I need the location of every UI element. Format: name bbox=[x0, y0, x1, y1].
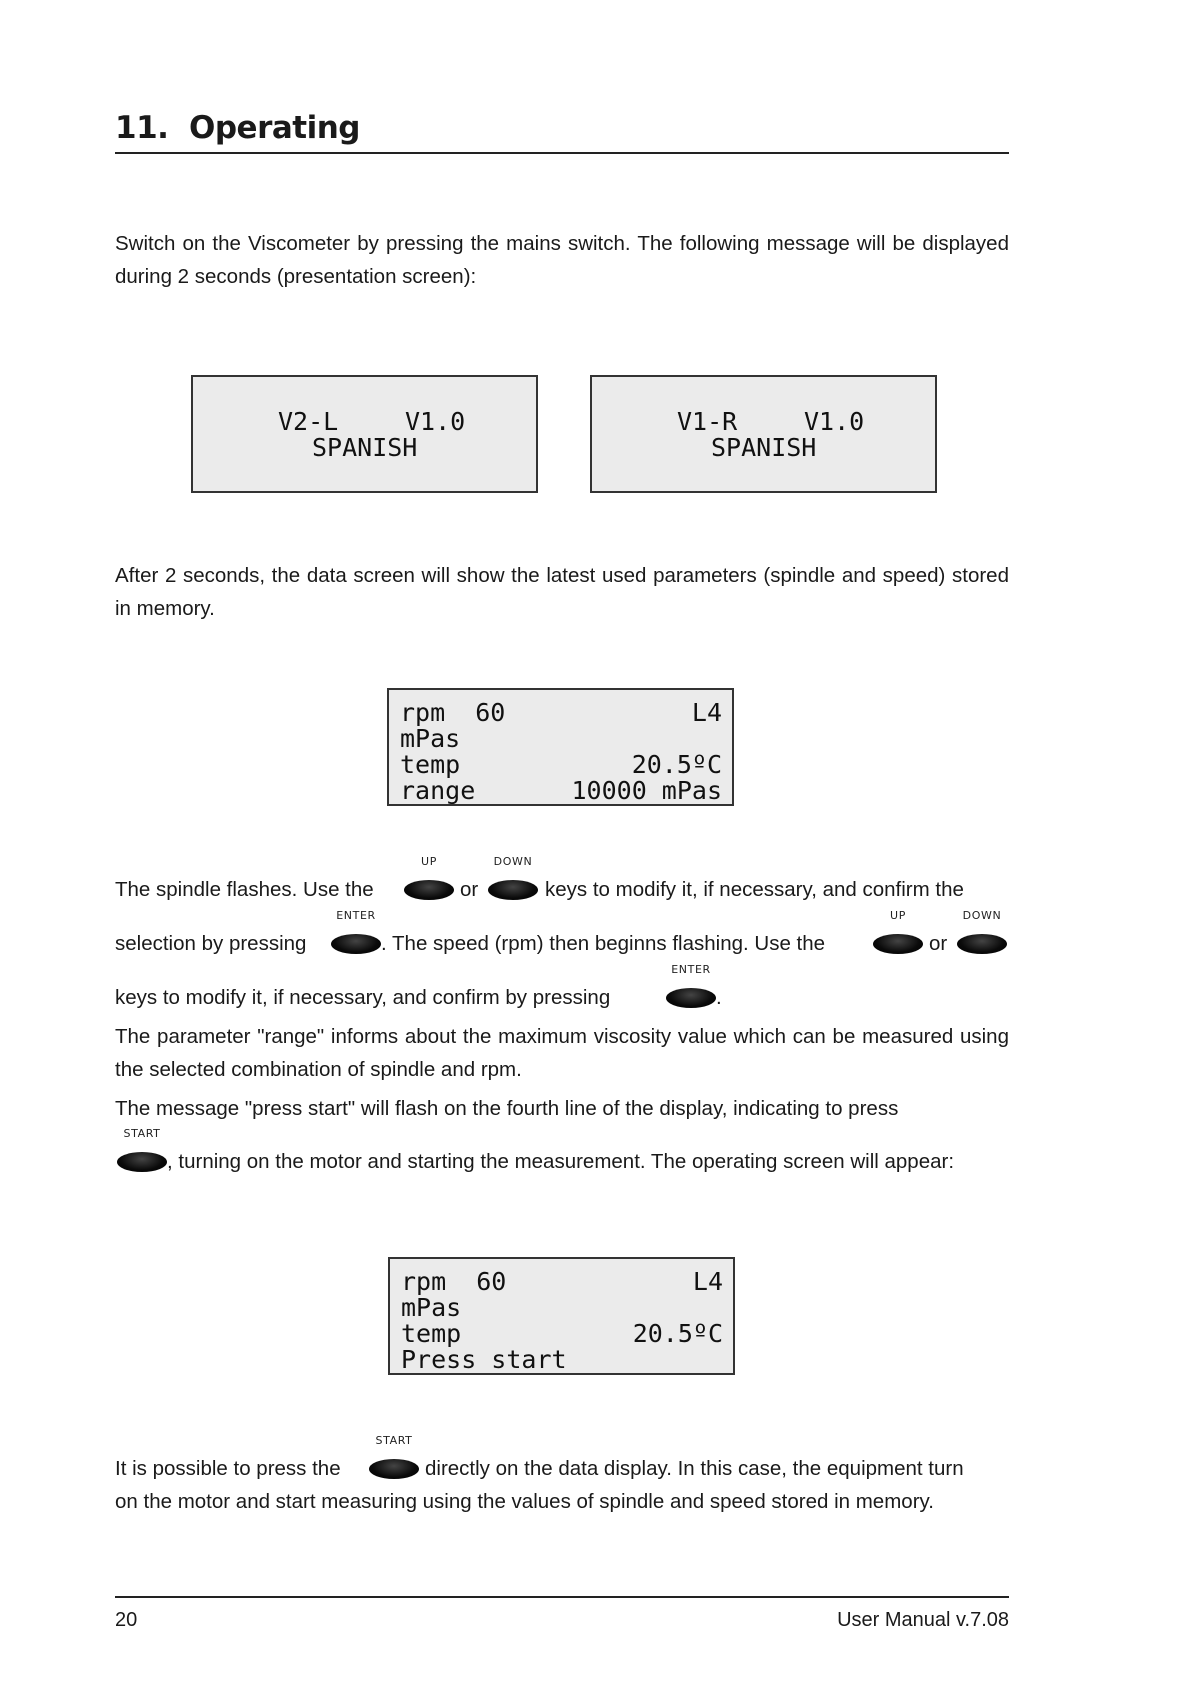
lcd-spindle: L4 bbox=[691, 698, 722, 727]
instruction-line-1b: or bbox=[460, 878, 479, 901]
page-number: 20 bbox=[115, 1609, 138, 1631]
presentation-screen-left bbox=[191, 375, 538, 493]
lcd-model: V1-R bbox=[677, 407, 738, 436]
lcd-message: Press start bbox=[401, 1345, 567, 1374]
lcd-unit: mPas bbox=[401, 1293, 462, 1322]
section-number: 11. bbox=[115, 110, 169, 146]
lcd-language: SPANISH bbox=[711, 433, 817, 462]
up-key-2[interactable] bbox=[873, 909, 923, 954]
enter-key-2[interactable] bbox=[666, 963, 716, 1008]
instruction-line-3b: . bbox=[716, 986, 722, 1009]
lcd-spindle: L4 bbox=[692, 1267, 723, 1296]
down-key-icon bbox=[488, 880, 538, 900]
final-line-1b: directly on the data display. In this case, the equipment turn bbox=[425, 1457, 964, 1480]
final-line-1a: It is possible to press the bbox=[115, 1457, 341, 1480]
start-key-label: START bbox=[123, 1127, 161, 1140]
start-key-label: START bbox=[375, 1434, 413, 1447]
lcd-language: SPANISH bbox=[312, 433, 418, 462]
section-title bbox=[115, 110, 360, 146]
start-key-2[interactable] bbox=[369, 1434, 419, 1479]
lcd-range-value: 10000 mPas bbox=[571, 776, 722, 805]
up-key-label: UP bbox=[890, 909, 906, 922]
lcd-temp-value: 20.5ºC bbox=[631, 750, 722, 779]
up-key-icon bbox=[873, 934, 923, 954]
lcd-version: V1.0 bbox=[405, 407, 466, 436]
instruction-line-2b: . The speed (rpm) then beginns flashing. Use the bbox=[381, 932, 826, 955]
lcd-temp-label: temp bbox=[400, 750, 461, 779]
enter-key-icon bbox=[666, 988, 716, 1008]
final-line-2: on the motor and start measuring using the values of spindle and speed stored in memory. bbox=[115, 1490, 934, 1513]
down-key-label: DOWN bbox=[493, 855, 533, 868]
manual-version: User Manual v.7.08 bbox=[837, 1609, 1009, 1631]
lcd-temp-label: temp bbox=[401, 1319, 462, 1348]
instruction-line-2c: or bbox=[929, 932, 948, 955]
intro-paragraph: Switch on the Viscometer by pressing the mains switch. The following message will be displayed during 2 seconds (presentation screen): bbox=[115, 232, 1009, 288]
down-key-icon bbox=[957, 934, 1007, 954]
instruction-line-3a: keys to modify it, if necessary, and confirm by pressing bbox=[115, 986, 611, 1009]
up-key-label: UP bbox=[421, 855, 437, 868]
lcd-model: V2-L bbox=[278, 407, 339, 436]
enter-key-icon bbox=[331, 934, 381, 954]
lcd-range-label: range bbox=[400, 776, 476, 805]
up-key-icon bbox=[404, 880, 454, 900]
instruction-line-1a: The spindle flashes. Use the bbox=[115, 878, 374, 901]
down-key-2[interactable] bbox=[957, 909, 1007, 954]
enter-key-label: ENTER bbox=[671, 963, 711, 976]
section-title-text: Operating bbox=[189, 110, 360, 146]
down-key-1[interactable] bbox=[488, 855, 538, 900]
range-paragraph: The parameter "range" informs about the maximum viscosity value which can be measured using the selected combination of spindle and rpm. bbox=[115, 1025, 1009, 1081]
data-screen bbox=[387, 688, 734, 806]
start-key-1[interactable] bbox=[117, 1127, 167, 1172]
lcd-rpm: rpm 60 bbox=[400, 698, 506, 727]
lcd-unit: mPas bbox=[400, 724, 461, 753]
enter-key-label: ENTER bbox=[336, 909, 376, 922]
start-key-icon bbox=[117, 1152, 167, 1172]
section-heading bbox=[115, 108, 1009, 154]
instruction-line-1c: keys to modify it, if necessary, and confirm the bbox=[545, 878, 964, 901]
enter-key-1[interactable] bbox=[331, 909, 381, 954]
lcd-rpm: rpm 60 bbox=[401, 1267, 507, 1296]
footer-rule bbox=[115, 1596, 1009, 1598]
instruction-line-2a: selection by pressing bbox=[115, 932, 307, 955]
lcd-temp-value: 20.5ºC bbox=[632, 1319, 723, 1348]
after-paragraph: After 2 seconds, the data screen will show the latest used parameters (spindle and speed) stored in memory. bbox=[115, 564, 1009, 620]
down-key-label: DOWN bbox=[962, 909, 1002, 922]
press-start-paragraph: The message "press start" will flash on the fourth line of the display, indicating to press bbox=[115, 1097, 899, 1120]
presentation-screen-right bbox=[590, 375, 937, 493]
lcd-version: V1.0 bbox=[804, 407, 865, 436]
up-key-1[interactable] bbox=[404, 855, 454, 900]
start-key-icon bbox=[369, 1459, 419, 1479]
operating-screen bbox=[388, 1257, 735, 1375]
press-start-continued: , turning on the motor and starting the measurement. The operating screen will appear: bbox=[167, 1150, 955, 1173]
